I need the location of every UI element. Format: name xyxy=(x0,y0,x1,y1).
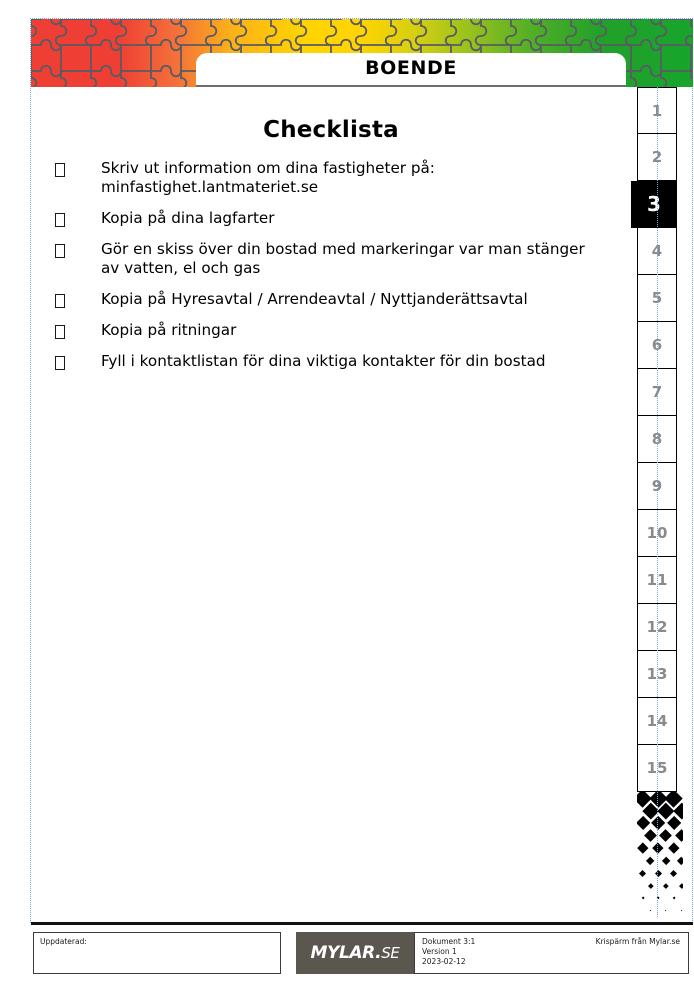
checklist-item-text: Kopia på dina lagfarter xyxy=(101,209,275,227)
sidebar-tab-1[interactable] xyxy=(637,87,677,134)
tab-label: 14 xyxy=(646,712,668,730)
logo-suffix: SE xyxy=(381,944,400,962)
footer-spacer xyxy=(281,932,293,974)
footer-credit: Krispärm från Mylar.se xyxy=(595,937,680,946)
list-item[interactable] xyxy=(53,321,621,340)
section-tab-column xyxy=(637,87,679,792)
diamond-cell xyxy=(666,816,681,831)
diamond-cell xyxy=(657,897,660,900)
diamond-cell xyxy=(648,883,653,888)
document-content xyxy=(31,87,631,905)
diamond-cell xyxy=(679,883,683,888)
footer xyxy=(33,932,689,974)
sidebar-tab-3[interactable] xyxy=(631,181,677,228)
diamond-cell xyxy=(639,870,646,877)
diamond-cell xyxy=(644,829,657,842)
sidebar-tab-4[interactable] xyxy=(637,228,677,275)
section-title-text: BOENDE xyxy=(365,56,457,79)
diamond-cell xyxy=(675,829,683,842)
tab-label: 7 xyxy=(651,383,663,401)
diamond-cell xyxy=(663,883,668,888)
list-item[interactable] xyxy=(53,240,621,278)
diamond-cell xyxy=(681,910,683,912)
updated-field[interactable] xyxy=(33,932,281,974)
tab-label: 3 xyxy=(647,192,661,216)
footer-divider xyxy=(31,922,693,925)
list-item[interactable] xyxy=(53,159,621,197)
document-date: 2023-02-12 xyxy=(422,957,466,966)
tab-label: 10 xyxy=(646,524,668,542)
checklist-item-text: Kopia på ritningar xyxy=(101,321,237,339)
diamond-cell xyxy=(641,897,644,900)
sidebar-tab-6[interactable] xyxy=(637,322,677,369)
sidebar-tab-13[interactable] xyxy=(637,651,677,698)
logo-main: MYLAR. xyxy=(310,943,382,963)
checklist-item-text: Skriv ut information om dina fastigheter på: minfastighet.lantmateriet.se xyxy=(101,159,435,196)
document-meta xyxy=(414,932,689,974)
diamond-cell xyxy=(672,897,675,900)
tab-label: 2 xyxy=(651,148,663,166)
sidebar-tab-5[interactable] xyxy=(637,275,677,322)
diamond-cell xyxy=(651,816,666,831)
sidebar-tab-10[interactable] xyxy=(637,510,677,557)
diamond-cell xyxy=(670,870,677,877)
tab-label: 5 xyxy=(651,289,663,307)
empty-checkbox-icon[interactable] xyxy=(55,244,65,258)
logo-text xyxy=(311,943,400,963)
empty-checkbox-icon[interactable] xyxy=(55,325,65,339)
empty-checkbox-icon[interactable] xyxy=(55,294,65,308)
tab-label: 15 xyxy=(646,759,668,777)
tab-label: 13 xyxy=(646,665,668,683)
checklist-item-text: Kopia på Hyresavtal / Arrendeavtal / Nyttjanderättsavtal xyxy=(101,290,528,308)
empty-checkbox-icon[interactable] xyxy=(55,163,65,177)
tab-label: 4 xyxy=(651,242,663,260)
section-title-tab xyxy=(196,53,626,87)
diamond-cell xyxy=(646,856,655,865)
diamond-cell xyxy=(677,856,683,865)
sidebar-tab-2[interactable] xyxy=(637,134,677,181)
checklist-item-text: Fyll i kontaktlistan för dina viktiga kontakter för din bostad xyxy=(101,352,546,370)
sidebar-tab-12[interactable] xyxy=(637,604,677,651)
diamond-cell xyxy=(655,870,662,877)
diamond-cell xyxy=(653,843,664,854)
diamond-cell xyxy=(661,856,670,865)
list-item[interactable] xyxy=(53,290,621,309)
diamond-fade-pattern xyxy=(637,792,683,917)
tab-label: 6 xyxy=(651,336,663,354)
page-title: Checklista xyxy=(263,117,399,143)
checklist-item-text: Gör en skiss över din bostad med markeringar var man stänger av vatten, el och gas xyxy=(101,240,585,277)
diamond-cell xyxy=(637,816,650,831)
diamond-cell xyxy=(660,829,673,842)
sidebar-tab-9[interactable] xyxy=(637,463,677,510)
sidebar-tab-11[interactable] xyxy=(637,557,677,604)
tab-label: 8 xyxy=(651,430,663,448)
document-id: Dokument 3:1 xyxy=(422,937,476,946)
sidebar-tab-8[interactable] xyxy=(637,416,677,463)
diamond-cell xyxy=(637,843,648,854)
mylar-logo xyxy=(293,932,414,974)
diamond-cell xyxy=(650,910,652,912)
checklist xyxy=(31,159,631,371)
diamond-cell xyxy=(665,910,667,912)
sidebar-tab-14[interactable] xyxy=(637,698,677,745)
tab-label: 9 xyxy=(651,477,663,495)
empty-checkbox-icon[interactable] xyxy=(55,356,65,370)
tab-label: 1 xyxy=(651,101,663,120)
sidebar-tab-7[interactable] xyxy=(637,369,677,416)
sidebar-tab-15[interactable] xyxy=(637,745,677,792)
diamond-cell xyxy=(668,843,679,854)
list-item[interactable] xyxy=(53,209,621,228)
list-item[interactable] xyxy=(53,352,621,371)
document-version: Version 1 xyxy=(422,947,457,956)
tab-label: 11 xyxy=(646,571,668,589)
tab-label: 12 xyxy=(646,618,668,636)
updated-label: Uppdaterad: xyxy=(40,937,87,946)
empty-checkbox-icon[interactable] xyxy=(55,213,65,227)
